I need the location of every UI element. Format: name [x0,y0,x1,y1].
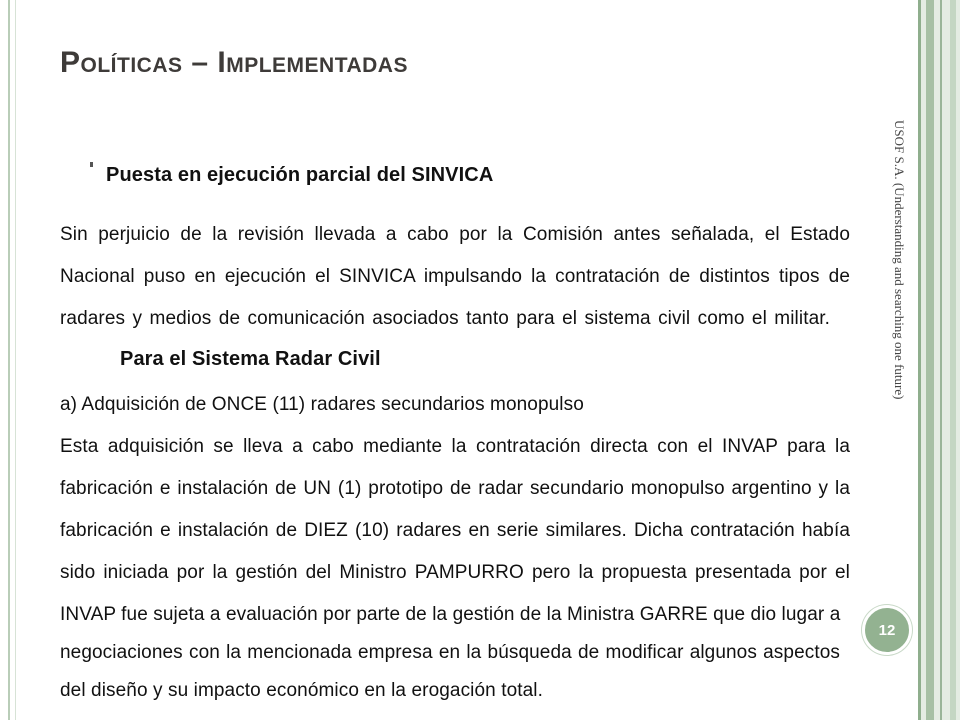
frame-right-stripe [918,0,921,720]
body-text-line: Esta adquisición se lleva a cabo mediante la contratación directa con el INVAP para la [60,436,850,457]
body-text-line: del diseño y su impacto económico en la erogación total. [60,680,543,701]
list-item: a) Adquisición de ONCE (11) radares secundarios monopulso [60,394,584,415]
section-heading: Puesta en ejecución parcial del SINVICA [106,164,494,186]
body-text-line: fabricación e instalación de DIEZ (10) radares en serie similares. Dicha contratación había [60,520,850,541]
frame-right-stripe [940,0,942,720]
body-text-line: Sin perjuicio de la revisión llevada a cabo por la Comisión antes señalada, el Estado [60,224,850,245]
frame-right-stripe [950,0,956,720]
page-number-badge: 12 [862,605,912,655]
body-text-line: sido iniciada por la gestión del Ministro PAMPURRO pero la propuesta presentada por el [60,562,850,583]
frame-left-border [8,0,10,720]
body-text-line: fabricación e instalación de UN (1) prototipo de radar secundario monopulso argentino y la [60,478,850,499]
body-text-line: Nacional puso en ejecución el SINVICA impulsando la contratación de distintos tipos de [60,266,850,287]
frame-right-stripe [926,0,934,720]
subsection-heading: Para el Sistema Radar Civil [120,348,381,370]
body-text-line: radares y medios de comunicación asociados tanto para el sistema civil como el militar. [60,308,830,329]
slide-title: Políticas – Implementadas [60,46,408,79]
body-text-line: INVAP fue sujeta a evaluación por parte de la gestión de la Ministra GARRE que dio lugar a [60,604,841,625]
bullet-mark [90,162,93,167]
body-text-line: negociaciones con la mencionada empresa en la búsqueda de modificar algunos aspectos [60,642,840,663]
frame-left-inner-border [15,0,16,720]
side-caption: USOF S.A. (Understanding and searching one future) [892,120,907,400]
